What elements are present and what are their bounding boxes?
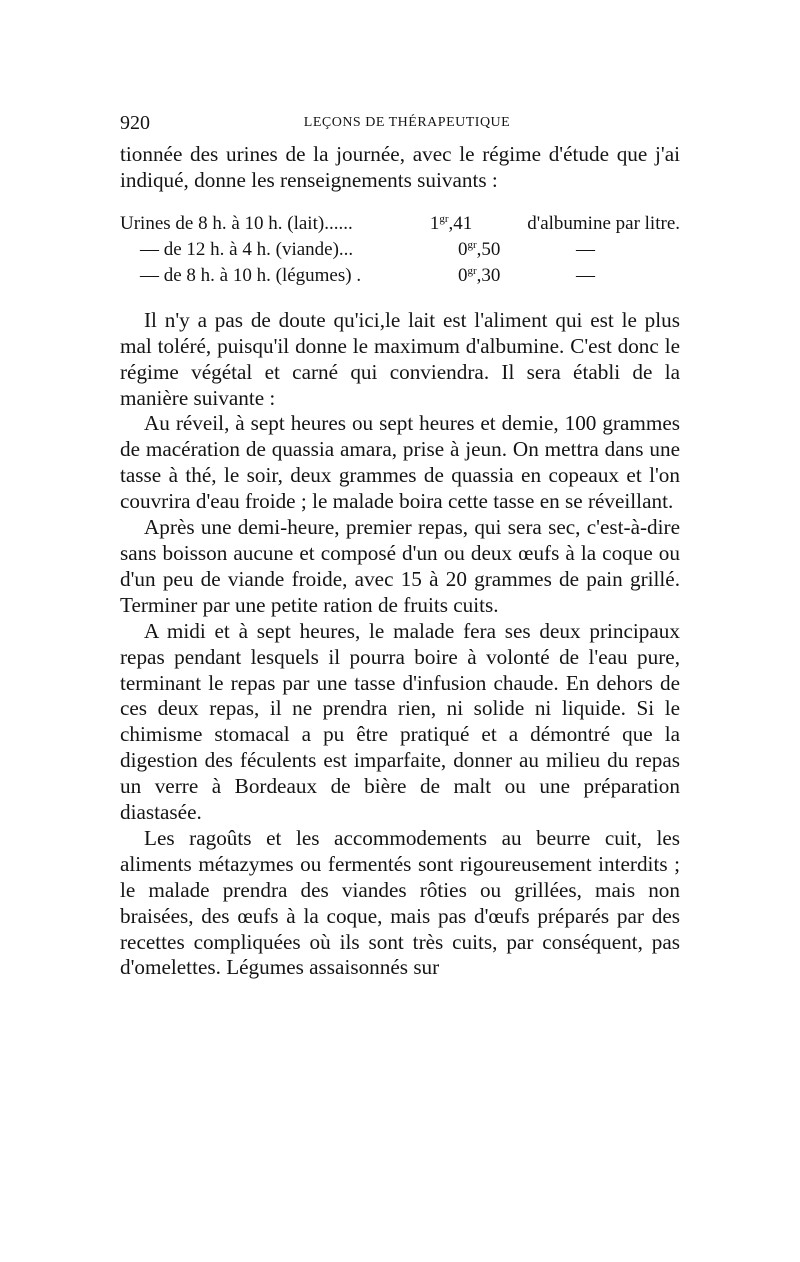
book-page xyxy=(120,112,680,981)
row-note: — xyxy=(576,238,595,260)
opening-paragraph: tionnée des urines de la journée, avec le régime d'étude que j'ai indiqué, donne les renseignements suivants : xyxy=(120,142,680,192)
paragraph: Il n'y a pas de doute qu'ici,le lait est l'aliment qui est le plus mal toléré, puisqu'il donne le maximum d'albumine. C'est donc le régime végétal et carné qui conviendra. Il sera établi de la manière suivante : xyxy=(120,307,680,410)
page-number: 920 xyxy=(120,112,150,134)
row-amount: $0^{gr},50$ xyxy=(458,238,501,260)
paragraph: Après une demi-heure, premier repas, qui sera sec, c'est-à-dire sans boisson aucune et composé d'un ou deux œufs à la coque ou d'un peu de viande froide, avec 15 à 20 grammes de pain grillé. Terminer par une petite ration de fruits cuits. xyxy=(120,515,680,617)
albumin-table xyxy=(120,211,680,289)
row-label: — de 8 h. à 10 h. (légumes) . xyxy=(140,264,362,286)
paragraph: Les ragoûts et les accommodements au beurre cuit, les aliments métazymes ou fermentés sont rigoureusement interdits ; le malade prendra des viandes rôties ou grillées, mais non braisées, des œufs à la coque, mais pas d'œufs préparés par des recettes compliquées où ils sont très cuits, par conséquent, pas d'omelettes. Légumes assaisonnés sur xyxy=(120,825,680,980)
paragraph: A midi et à sept heures, le malade fera ses deux principaux repas pendant lesquels il pourra boire à volonté de l'eau pure, terminant le repas par une tasse d'infusion chaude. En dehors de ces deux repas, il ne prendra rien, ni solide ni liquide. Si le chimisme stomacal a pu être pratiqué et a démontré que la digestion des féculents est imparfaite, donner au milieu du repas un verre à Bordeaux de bière de malt ou une préparation diastasée. xyxy=(120,618,680,825)
paragraph: Au réveil, à sept heures ou sept heures et demie, 100 grammes de macération de quassia amara, prise à jeun. On mettra dans une tasse à thé, le soir, deux grammes de quassia en copeaux et l'on couvrira d'eau froide ; le malade boira cette tasse en se réveillant. xyxy=(120,411,680,514)
row-label: Urines de 8 h. à 10 h. (lait)...... xyxy=(120,212,353,234)
page-header xyxy=(120,112,680,142)
running-title: LEÇONS DE THÉRAPEUTIQUE xyxy=(303,115,511,130)
row-note: — xyxy=(576,264,595,286)
table-row xyxy=(120,263,680,289)
row-note: d'albumine par litre. xyxy=(527,212,680,234)
table-row xyxy=(120,237,680,263)
row-amount: $0^{gr},30$ xyxy=(458,264,501,286)
row-label: — de 12 h. à 4 h. (viande)... xyxy=(140,238,354,260)
row-amount: $1^{gr},41$ xyxy=(429,212,473,234)
table-row xyxy=(120,211,680,237)
